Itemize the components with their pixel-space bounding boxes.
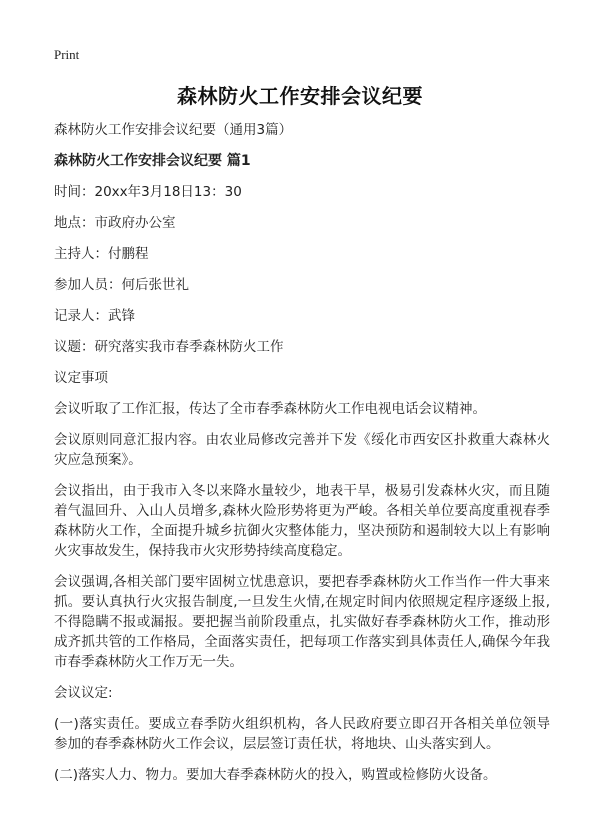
- print-label: Print: [54, 47, 80, 62]
- meeting-place: 地点：市政府办公室: [54, 215, 176, 231]
- paragraph-2: 会议原则同意汇报内容。由农业局修改完善并下发《绥化市西安区扑救重大森林火灾应急预案》。: [54, 432, 550, 468]
- decision-1: (一)落实责任。要成立春季防火组织机构，各人民政府要立即召开各相关单位领导参加的春季森林防火工作会议，层层签订责任状，将地块、山头落实到人。: [54, 716, 550, 752]
- decisions-label: 会议议定:: [54, 685, 113, 701]
- document-body: [54, 120, 550, 796]
- paragraph-4: 会议强调,各相关部门要牢固树立忧患意识，要把春季森林防火工作当作一件大事来抓。要认真执行火灾报告制度,一旦发生火情,在规定时间内依照规定程序逐级上报,不得隐瞒不报或漏报。要把握当前阶段重点，扎实做好春季森林防火工作，推动形成齐抓共管的工作格局，全面落实责任，把每项工作落实到具体责任人,确保今年我市春季森林防火工作万无一失。: [54, 574, 550, 670]
- meeting-attendees: 参加人员：何后张世礼: [54, 277, 189, 293]
- paragraph-3: 会议指出，由于我市入冬以来降水量较少，地表干旱，极易引发森林火灾，而且随着气温回升、入山人员增多,森林火险形势将更为严峻。各相关单位要高度重视春季森林防火工作，全面提升城乡抗御火灾整体能力，坚决预防和遏制较大以上有影响火灾事故发生，保持我市火灾形势持续高度稳定。: [54, 483, 550, 559]
- page-title: 森林防火工作安排会议纪要: [177, 84, 423, 108]
- section-title: 森林防火工作安排会议纪要 篇1: [54, 153, 251, 169]
- paragraph-1: 会议听取了工作汇报，传达了全市春季森林防火工作电视电话会议精神。: [54, 401, 486, 417]
- meeting-recorder: 记录人：武锋: [54, 308, 135, 324]
- meeting-topic: 议题：研究落实我市春季森林防火工作: [54, 339, 284, 355]
- agenda-label: 议定事项: [54, 370, 108, 386]
- decision-2: (二)落实人力、物力。要加大春季森林防火的投入，购置或检修防火设备。: [54, 767, 497, 783]
- meeting-host: 主持人：付鹏程: [54, 246, 149, 262]
- meeting-time: 时间：20xx年3月18日13：30: [54, 184, 242, 200]
- subtitle: 森林防火工作安排会议纪要（通用3篇）: [54, 122, 293, 138]
